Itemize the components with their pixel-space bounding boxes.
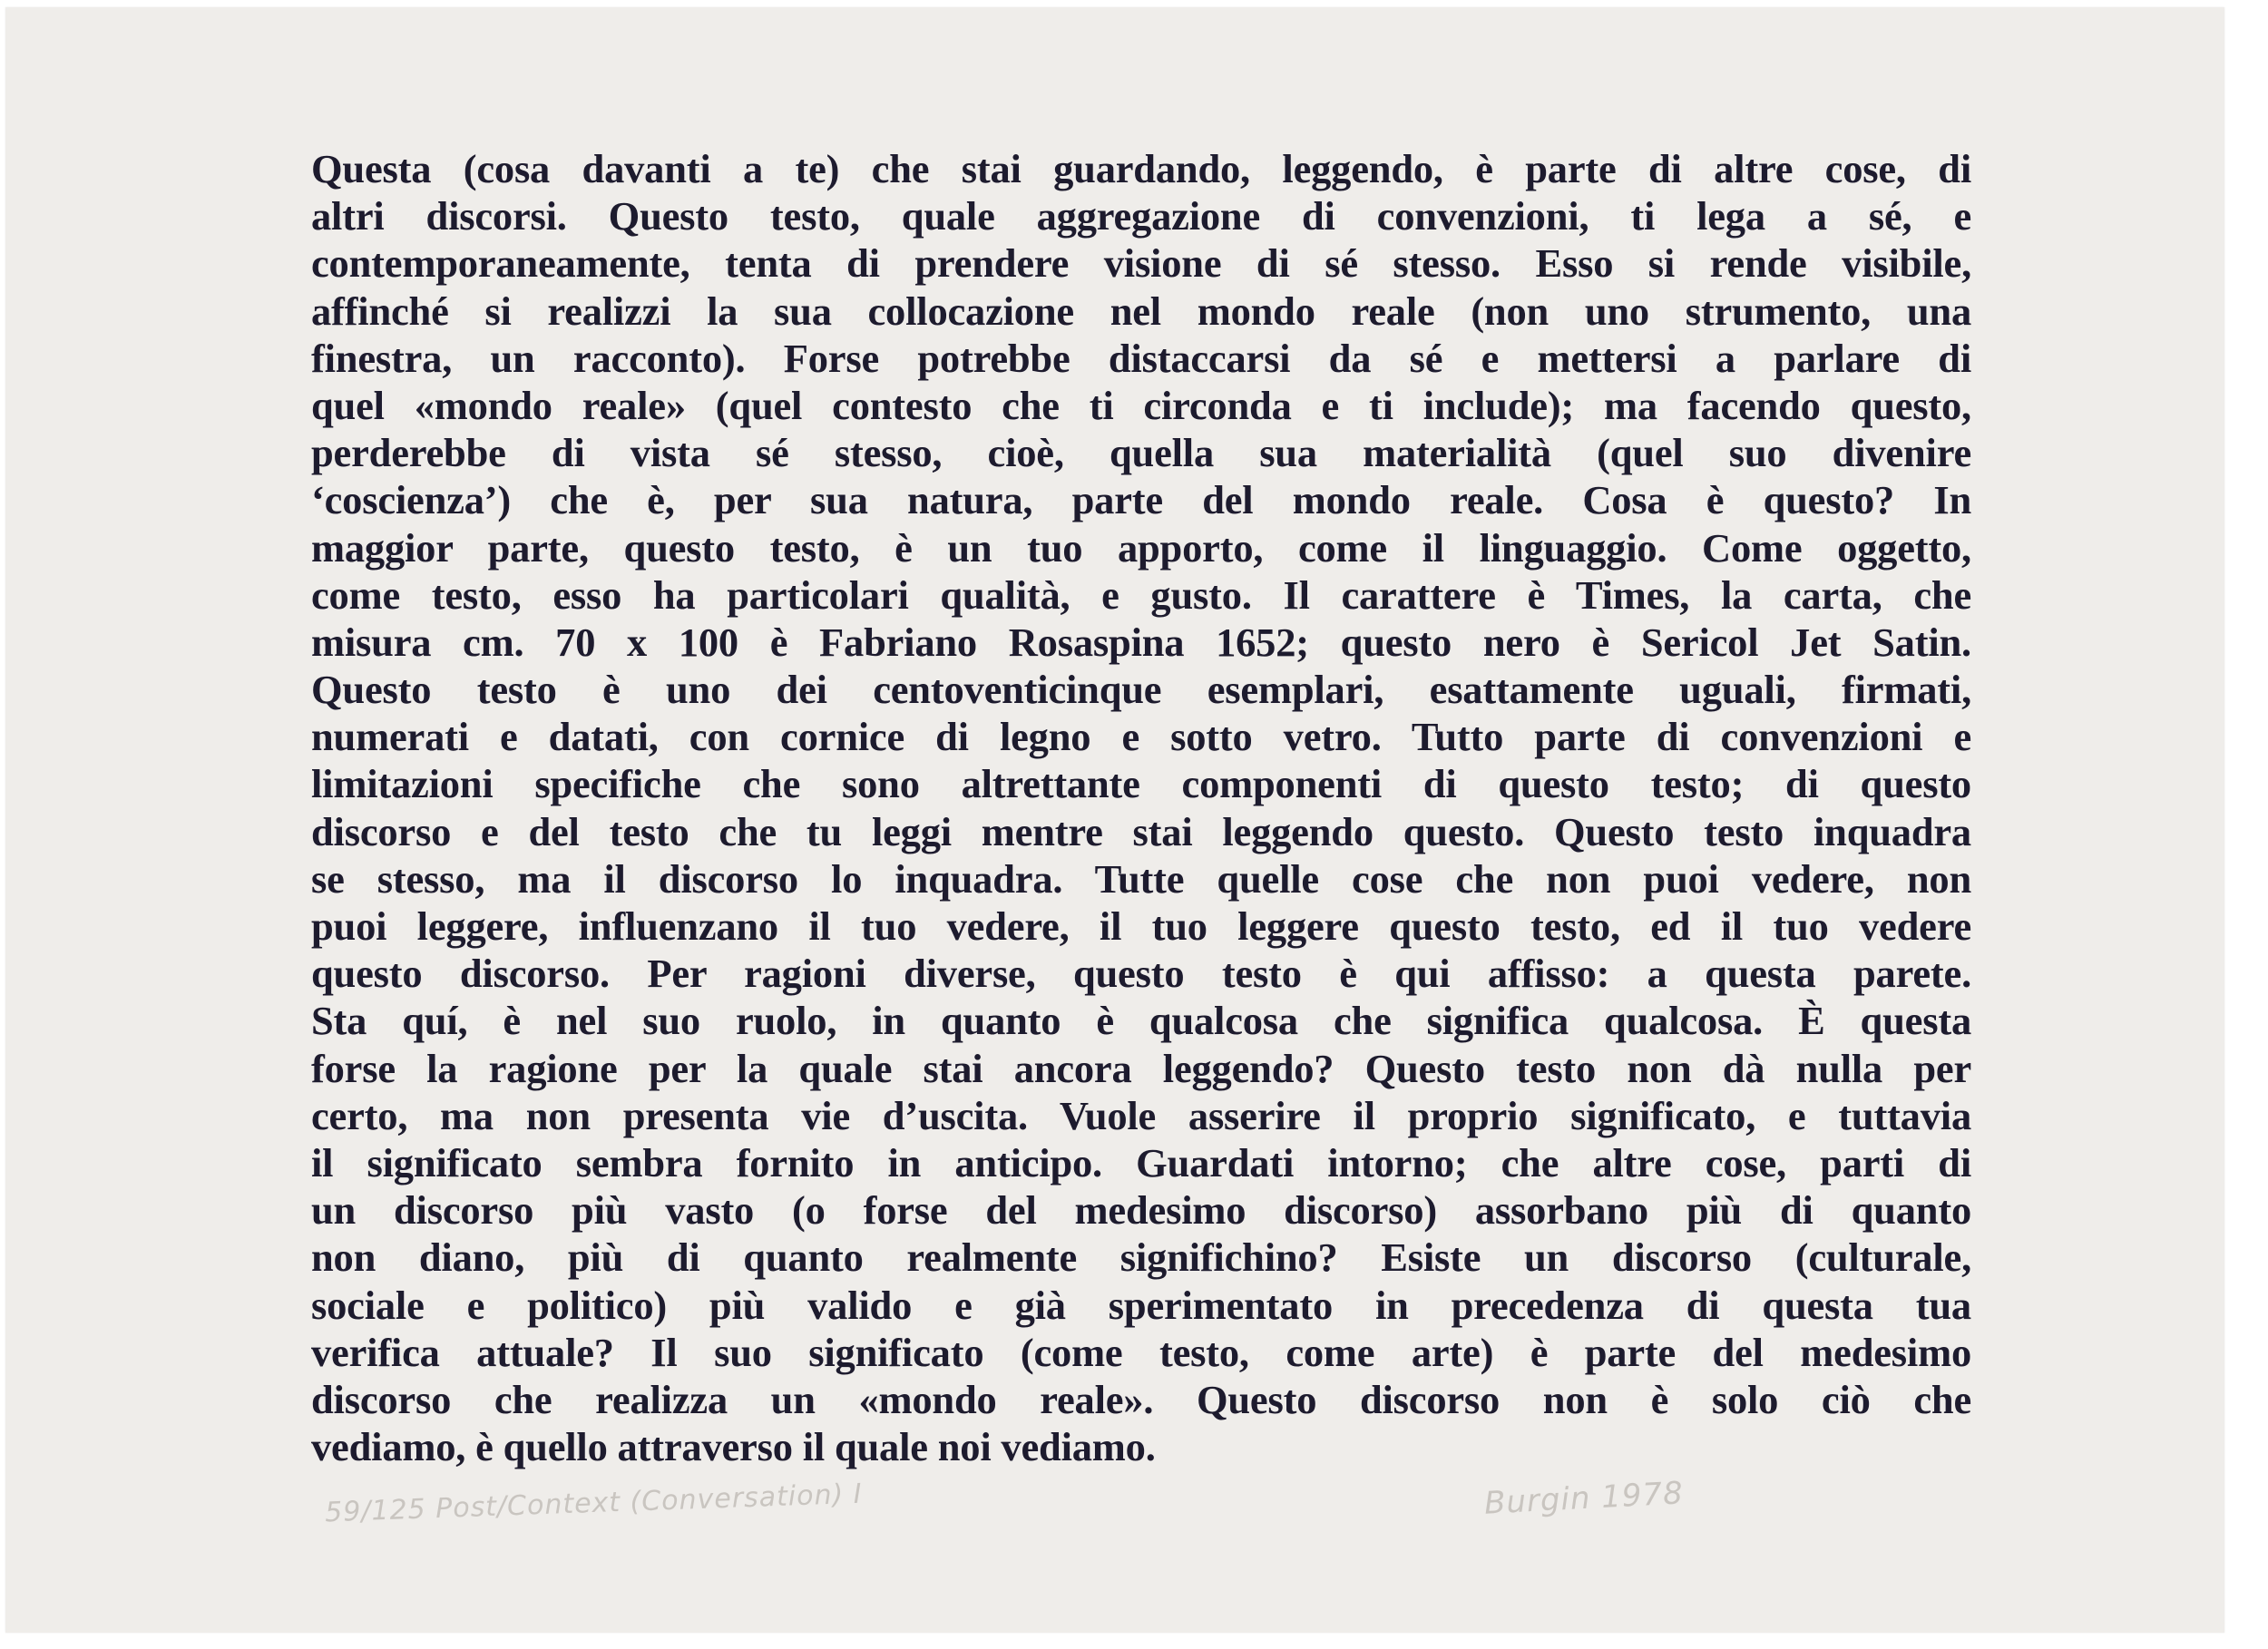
- body-text: [311, 145, 1971, 1470]
- text-line: un discorso più vasto (o forse del medesimo discorso) assorbano più di quanto: [311, 1187, 1971, 1234]
- text-line: il significato sembra fornito in anticipo. Guardati intorno; che altre cose, parti di: [311, 1139, 1971, 1186]
- text-line: quel «mondo reale» (quel contesto che ti circonda e ti include); ma facendo questo,: [311, 382, 1971, 428]
- text-line: forse la ragione per la quale stai ancora leggendo? Questo testo non dà nulla per: [311, 1045, 1971, 1091]
- text-line: vediamo, è quello attraverso il quale noi vediamo.: [311, 1424, 1156, 1470]
- text-line: Sta quí, è nel suo ruolo, in quanto è qualcosa che significa qualcosa. È questa: [311, 998, 1971, 1044]
- text-line: verifica attuale? Il suo significato (come testo, come arte) è parte del medesimo: [311, 1329, 1971, 1375]
- text-line: affinché si realizzi la sua collocazione nel mondo reale (non uno strumento, una: [311, 288, 1971, 334]
- text-line: perderebbe di vista sé stesso, cioè, quella sua materialità (quel suo divenire: [311, 430, 1971, 476]
- text-line: non diano, più di quanto realmente significhino? Esiste un discorso (culturale,: [311, 1234, 1971, 1281]
- text-line: misura cm. 70 x 100 è Fabriano Rosaspina 1652; questo nero è Sericol Jet Satin.: [311, 619, 1971, 665]
- artist-signature: Burgin 1978: [1483, 1475, 1685, 1522]
- text-line: certo, ma non presenta vie d’uscita. Vuole asserire il proprio significato, e tuttavia: [311, 1092, 1971, 1138]
- text-line: sociale e politico) più valido e già sperimentato in precedenza di questa tua: [311, 1282, 1971, 1328]
- edition-note: 59/125 Post/Context (Conversation) I: [324, 1478, 864, 1529]
- text-line: limitazioni specifiche che sono altrettante componenti di questo testo; di questo: [311, 761, 1971, 807]
- text-line: Questo testo è uno dei centoventicinque esemplari, esattamente uguali, firmati,: [311, 667, 1971, 713]
- text-line: maggior parte, questo testo, è un tuo apporto, come il linguaggio. Come oggetto,: [311, 524, 1971, 571]
- text-line: discorso che realizza un «mondo reale». Questo discorso non è solo ciò che: [311, 1376, 1971, 1422]
- text-line: Questa (cosa davanti a te) che stai guardando, leggendo, è parte di altre cose, di: [311, 146, 1971, 191]
- text-line: puoi leggere, influenzano il tuo vedere, il tuo leggere questo testo, ed il tuo vedere: [311, 903, 1971, 949]
- text-line: finestra, un racconto). Forse potrebbe distaccarsi da sé e mettersi a parlare di: [311, 335, 1971, 381]
- text-line: come testo, esso ha particolari qualità, e gusto. Il carattere è Times, la carta, che: [311, 571, 1971, 618]
- text-line: discorso e del testo che tu leggi mentre stai leggendo questo. Questo testo inquadra: [311, 808, 1971, 854]
- paper-sheet: [5, 7, 2224, 1633]
- text-line: altri discorsi. Questo testo, quale aggregazione di convenzioni, ti lega a sé, e: [311, 193, 1971, 239]
- text-line: numerati e datati, con cornice di legno e sotto vetro. Tutto parte di convenzioni e: [311, 714, 1971, 760]
- text-line: contemporaneamente, tenta di prendere visione di sé stesso. Esso si rende visibile,: [311, 240, 1971, 287]
- text-line: se stesso, ma il discorso lo inquadra. Tutte quelle cose che non puoi vedere, non: [311, 855, 1971, 902]
- text-line: ‘coscienza’) che è, per sua natura, parte del mondo reale. Cosa è questo? In: [311, 477, 1971, 523]
- text-line: questo discorso. Per ragioni diverse, questo testo è qui affisso: a questa parete.: [311, 951, 1971, 997]
